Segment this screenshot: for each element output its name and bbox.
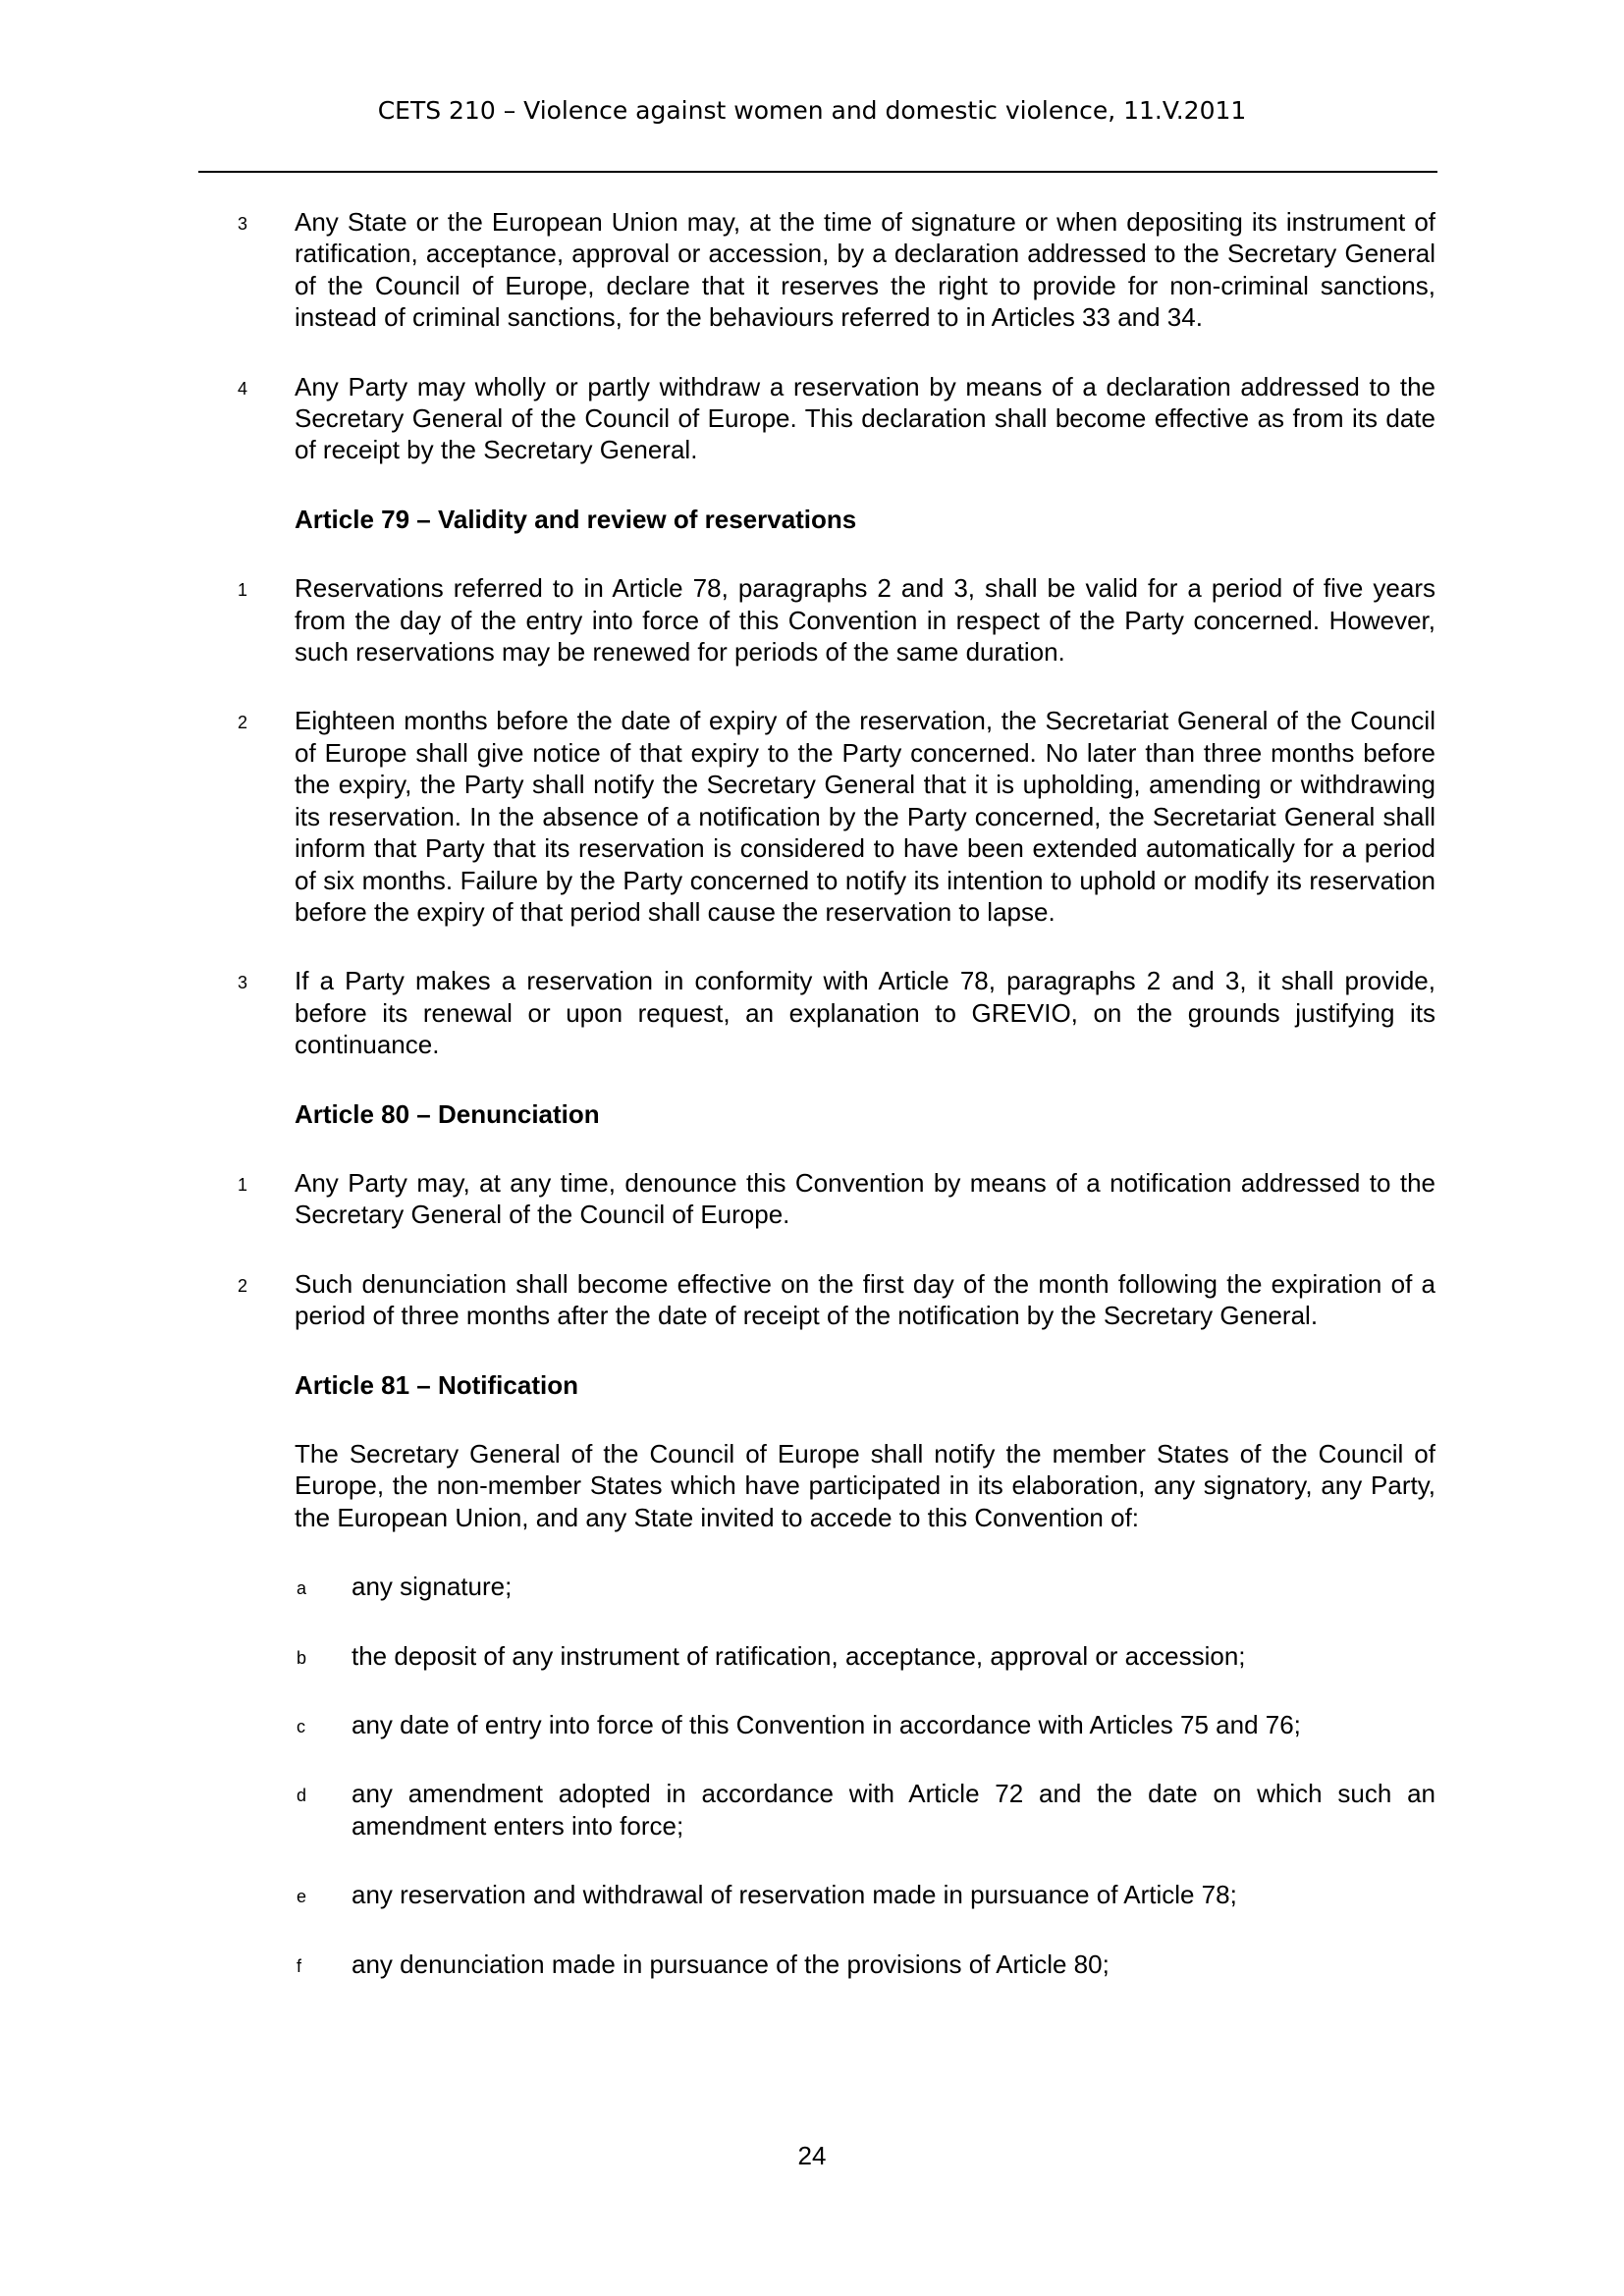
list-item: [236, 1778, 1435, 1842]
list-letter: e: [297, 1887, 307, 1907]
paragraph: [236, 1268, 1435, 1332]
paragraph-text: Reservations referred to in Article 78, paragraphs 2 and 3, shall be valid for a period of five years from the day of the entry into force of this Convention in respect of the Party concerned. However, such reservations may be renewed for periods of the same duration.: [295, 573, 1435, 667]
list-text: any date of entry into force of this Convention in accordance with Articles 75 and 76;: [352, 1710, 1301, 1739]
list-text: any reservation and withdrawal of reservation made in pursuance of Article 78;: [352, 1880, 1237, 1910]
paragraph: [236, 965, 1435, 1060]
paragraph-number: 1: [238, 580, 248, 601]
list-item: [236, 1571, 1435, 1602]
list-text: any amendment adopted in accordance with Article 72 and the date on which such an amendment enters into force;: [352, 1779, 1435, 1841]
article-79-heading: Article 79 – Validity and review of reservations: [295, 504, 857, 534]
paragraph: [236, 572, 1435, 667]
paragraph-text: Any Party may wholly or partly withdraw a reservation by means of a declaration addressed to the Secretary General of the Council of Europe. This declaration shall become effective as from its date of receipt by the Secretary General.: [295, 371, 1435, 465]
list-item: [236, 1640, 1435, 1672]
list-item: [236, 1949, 1435, 1980]
list-text: any signature;: [352, 1572, 513, 1602]
paragraph-text: Any State or the European Union may, at the time of signature or when depositing its instrument of ratification, acceptance, approval or accession, by a declaration addressed to the Secretary General of the Council of Europe, declare that it reserves the right to provide for non-criminal sanctions, instead of criminal sanctions, for the behaviours referred to in Articles 33 and 34.: [295, 207, 1435, 333]
article-81-heading: Article 81 – Notification: [295, 1369, 578, 1400]
paragraph: [236, 371, 1435, 466]
page-number: 24: [797, 2141, 827, 2170]
paragraph-text: Eighteen months before the date of expiry of the reservation, the Secretariat General of the Council of Europe shall give notice of that expiry to the Party concerned. No later than three months before the expiry, the Party shall notify the Secretary General that it is upholding, amending or withdrawing its reservation. In the absence of a notification by the Party concerned, the Secretariat General shall inform that Party that its reservation is considered to have been extended automatically for a period of six months. Failure by the Party concerned to notify its intention to uphold or modify its reservation before the expiry of that period shall cause the reservation to lapse.: [295, 706, 1435, 927]
running-header: CETS 210 – Violence against women and domestic violence, 11.V.2011: [377, 96, 1247, 125]
paragraph-number: 1: [238, 1174, 248, 1195]
list-item: [236, 1709, 1435, 1740]
paragraph-number: 2: [238, 1275, 248, 1296]
list-text: the deposit of any instrument of ratification, acceptance, approval or accession;: [352, 1640, 1246, 1671]
paragraph-text: Such denunciation shall become effective on the first day of the month following the expiration of a period of three months after the date of receipt of the notification by the Secretary General.: [295, 1268, 1435, 1331]
list-item: [236, 1879, 1435, 1910]
list-letter: d: [297, 1786, 307, 1806]
list-letter: b: [297, 1647, 307, 1668]
article-80-heading: Article 80 – Denunciation: [295, 1098, 600, 1129]
paragraph-text: Any Party may, at any time, denounce this Convention by means of a notification addressed to the Secretary General of the Council of Europe.: [295, 1167, 1435, 1230]
page-body: [236, 206, 1435, 2017]
paragraph-number: 3: [238, 973, 248, 993]
paragraph-number: 3: [238, 214, 248, 234]
paragraph-number: 2: [238, 713, 248, 733]
paragraph: [236, 705, 1435, 928]
list-text: any denunciation made in pursuance of the provisions of Article 80;: [352, 1949, 1110, 1979]
list-letter: f: [297, 1955, 302, 1976]
paragraph: [236, 206, 1435, 334]
article-81-intro: The Secretary General of the Council of Europe shall notify the member States of the Council of Europe, the non-member States which have participated in its elaboration, any signatory, any Party, the European Union, and any State invited to accede to this Convention of:: [295, 1438, 1435, 1532]
paragraph-text: If a Party makes a reservation in conformity with Article 78, paragraphs 2 and 3, it shall provide, before its renewal or upon request, an explanation to GREVIO, on the grounds justifying its continuance.: [295, 966, 1435, 1060]
paragraph: [236, 1167, 1435, 1231]
list-letter: a: [297, 1578, 307, 1599]
header-divider: [198, 171, 1437, 173]
list-letter: c: [297, 1717, 305, 1736]
paragraph-number: 4: [238, 378, 248, 399]
